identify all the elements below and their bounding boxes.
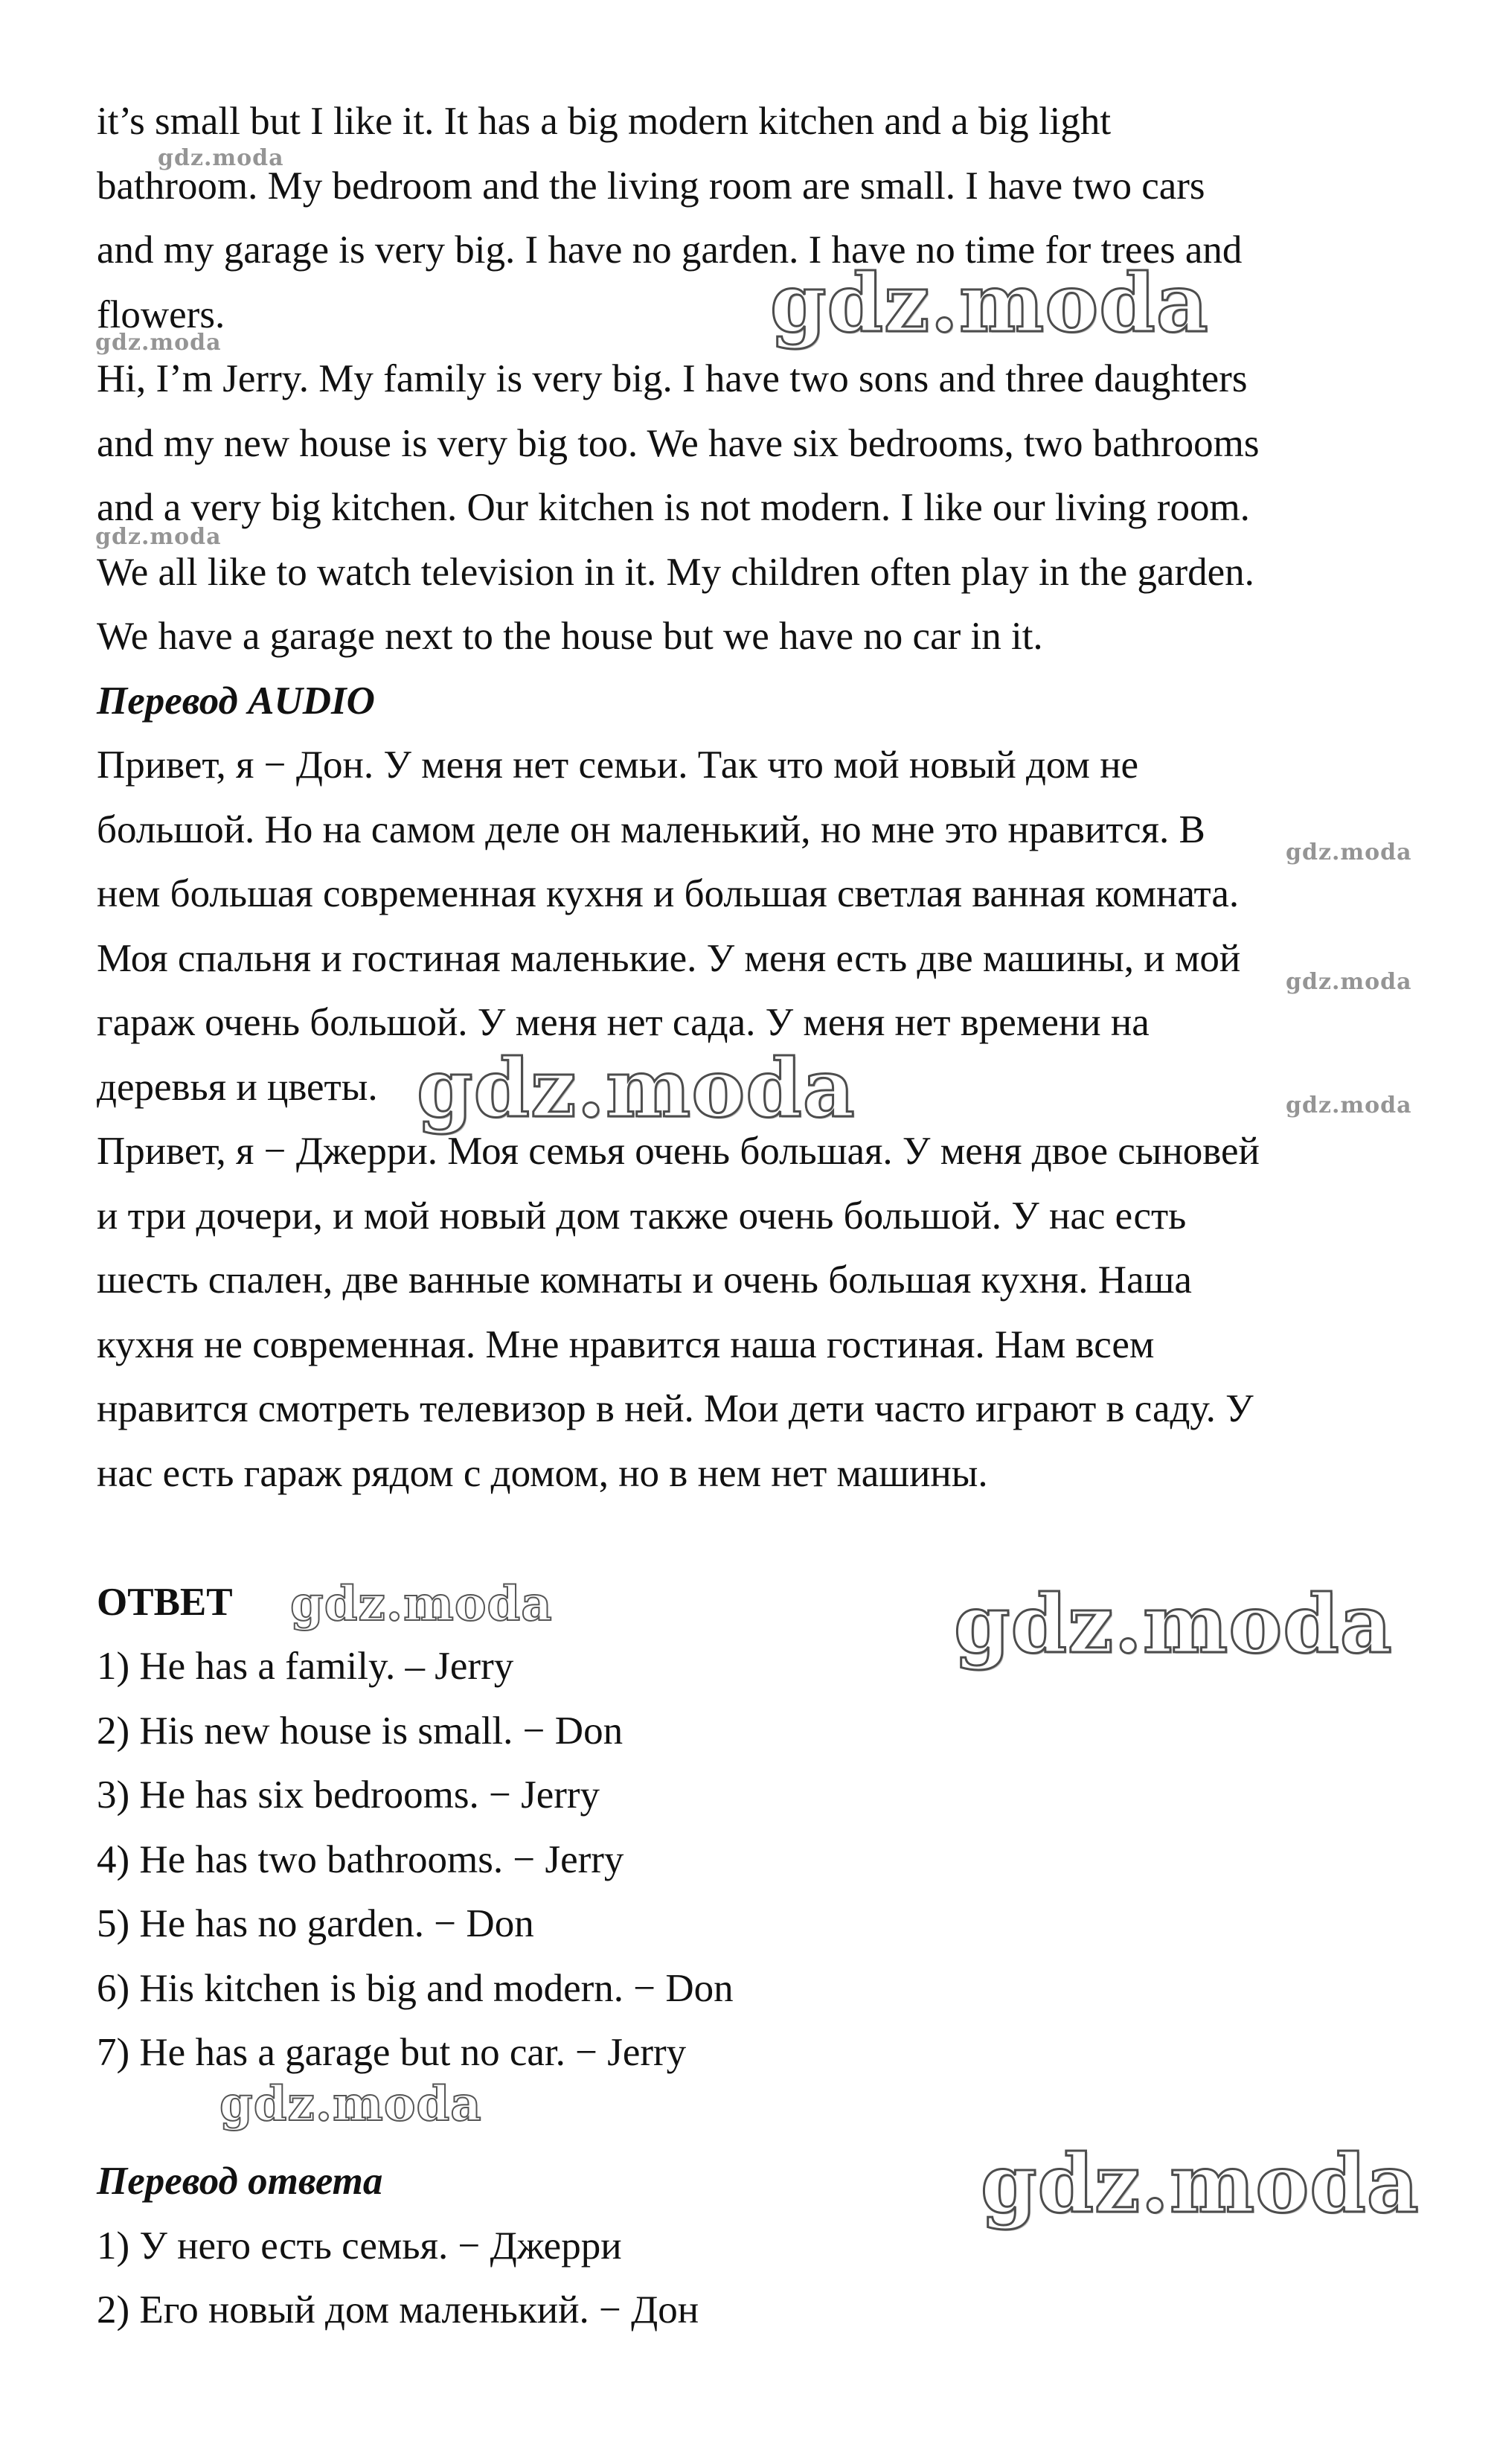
text-line: and my garage is very big. I have no garden. I have no time for trees and — [97, 228, 1243, 272]
text-line: нас есть гараж рядом с домом, но в нем нет машины. — [97, 1451, 988, 1495]
watermark: gdz.moda — [417, 1042, 856, 1136]
text-line: Моя спальня и гостиная маленькие. У меня есть две машины, и мой — [97, 936, 1241, 980]
text-line: flowers. — [97, 292, 225, 336]
text-line: Привет, я − Джерри. Моя семья очень большая. У меня двое сыновей — [97, 1130, 1260, 1173]
document-body — [97, 89, 1421, 2343]
answer-translation-item: 1) У него есть семья. − Джерри — [97, 2224, 622, 2268]
text-line: и три дочери, и мой новый дом также очень большой. У нас есть — [97, 1194, 1187, 1238]
answer-item: 2) His new house is small. − Don — [97, 1709, 624, 1753]
watermark: gdz.moda — [1286, 839, 1412, 865]
watermark: gdz.moda — [1286, 1092, 1412, 1119]
answer-item: 3) He has six bedrooms. − Jerry — [97, 1773, 600, 1817]
text-line: нравится смотреть телевизор в ней. Мои дети часто играют в саду. У — [97, 1387, 1254, 1430]
watermark: gdz.moda — [1286, 969, 1412, 995]
text-line: We have a garage next to the house but we have no car in it. — [97, 615, 1043, 658]
text-line: it’s small but I like it. It has a big modern kitchen and a big light — [97, 100, 1112, 143]
text-line: Hi, I’m Jerry. My family is very big. I have two sons and three daughters — [97, 357, 1248, 400]
text-line: We all like to watch television in it. My children often play in the garden. — [97, 550, 1254, 594]
answer-translation-item: 2) Его новый дом маленький. − Дон — [97, 2288, 699, 2332]
watermark: gdz.moda — [770, 257, 1209, 351]
watermark: gdz.moda — [954, 1578, 1393, 1671]
answer-heading: ОТВЕТ — [97, 1580, 233, 1624]
watermark: gdz.moda — [219, 2076, 482, 2132]
text-line: большой. Но на самом деле он маленький, но мне это нравится. В — [97, 807, 1205, 851]
text-line: Привет, я − Дон. У меня нет семьи. Так что мой новый дом не — [97, 743, 1139, 787]
watermark: gdz.moda — [290, 1576, 553, 1632]
blank-line — [97, 1505, 1421, 1570]
answer-translation-heading: Перевод ответа — [97, 2160, 383, 2203]
text-line: гараж очень большой. У меня нет сада. У меня нет времени на — [97, 1001, 1150, 1044]
text-line: bathroom. My bedroom and the living room are small. I have two cars — [97, 164, 1205, 208]
text-line: and a very big kitchen. Our kitchen is not modern. I like our living room. — [97, 486, 1250, 529]
answer-item: 4) He has two bathrooms. − Jerry — [97, 1837, 624, 1881]
audio-translation-heading: Перевод AUDIO — [97, 679, 375, 723]
text-line: шесть спален, две ванные комнаты и очень большая кухня. Наша — [97, 1258, 1192, 1302]
watermark: gdz.moda — [95, 524, 222, 550]
answer-item: 5) He has no garden. − Don — [97, 1902, 534, 1945]
text-line: кухня не современная. Мне нравится наша гостиная. Нам всем — [97, 1322, 1155, 1366]
text-line: нем большая современная кухня и большая светлая ванная комната. — [97, 872, 1240, 915]
watermark: gdz.moda — [158, 145, 284, 171]
watermark: gdz.moda — [95, 330, 222, 356]
answer-item: 7) He has a garage but no car. − Jerry — [97, 2031, 687, 2074]
text-line: and my new house is very big too. We have six bedrooms, two bathrooms — [97, 421, 1260, 465]
watermark: gdz.moda — [981, 2137, 1420, 2231]
blank-line — [97, 2085, 1421, 2150]
answer-item: 6) His kitchen is big and modern. − Don — [97, 1966, 734, 2010]
answer-item: 1) He has a family. – Jerry — [97, 1645, 514, 1688]
text-line: деревья и цветы. — [97, 1065, 378, 1109]
